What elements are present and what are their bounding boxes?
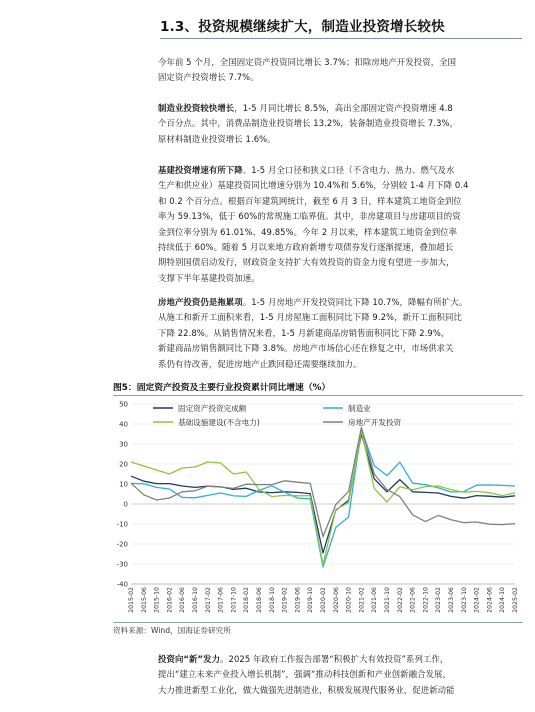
x-tick-label: 2016-02 xyxy=(166,587,174,613)
para-line: 房地产投资仍是拖累项。1-5 月房地产开发投资同比下降 10.7%，降幅有所扩大。 xyxy=(158,297,468,307)
y-tick-label: 50 xyxy=(119,400,128,409)
para-line: 期特别国债启动发行，财政资金支持扩大有效投资的资金力度有望进一步加大， xyxy=(158,257,455,268)
x-tick-label: 2021-02 xyxy=(358,587,366,613)
legend-label: 制造业 xyxy=(348,403,371,413)
para-lead: 投资向“新”发力 xyxy=(158,654,221,664)
x-tick-label: 2024-06 xyxy=(486,587,494,613)
y-axis-labels xyxy=(117,400,128,588)
x-tick-label: 2018-02 xyxy=(243,587,251,613)
figure-title: 图5：固定资产投资及主要行业投资累计同比增速（%） xyxy=(113,383,331,393)
x-tick-label: 2017-10 xyxy=(230,587,238,613)
chart-series xyxy=(131,427,515,567)
y-tick-label: 40 xyxy=(119,420,128,429)
legend-label: 基础设施建设(不含电力) xyxy=(178,417,260,427)
para-line: 从施工和新开工面积来看，1-5 月房屋施工面积同比下降 9.2%，新开工面积同比 xyxy=(158,312,462,323)
para-line: 今年前 5 个月，全国固定资产投资同比增长 3.7%；扣除房地产开发投资，全国 xyxy=(158,57,457,67)
para-line: 下降 22.8%。从销售情况来看，1-5 月新建商品房销售面积同比下降 2.9%， xyxy=(158,327,450,338)
para-line: 制造业投资较快增长，1-5 月同比增长 8.5%，高出全部固定资产投资增速 4.8 xyxy=(158,103,453,113)
x-tick-label: 2025-02 xyxy=(512,587,519,613)
x-tick-label: 2021-06 xyxy=(371,587,379,613)
x-tick-label: 2020-02 xyxy=(320,587,327,613)
x-tick-label: 2017-02 xyxy=(204,587,212,613)
x-tick-label: 2019-06 xyxy=(294,587,302,613)
x-tick-label: 2015-06 xyxy=(140,587,148,613)
x-tick-label: 2022-10 xyxy=(422,587,430,613)
para-line: 支撑下半年基建投资加速。 xyxy=(158,272,260,283)
para-lead: 房地产投资仍是拖累项 xyxy=(158,297,243,307)
figure-divider xyxy=(113,395,523,396)
investment-growth-chart xyxy=(113,398,523,620)
y-tick-label: 30 xyxy=(119,440,128,449)
legend-label: 房地产开发投资 xyxy=(348,417,402,427)
para-line: 固定资产投资增长 7.7%。 xyxy=(158,72,259,83)
para-line: 系仍有待改善，促进房地产止跌回稳还需要继续加力。 xyxy=(158,358,362,369)
para-line: 和 0.2 个百分点。根据百年建筑网统计，截至 6 月 3 日，样本建筑工地资金到位 xyxy=(158,195,462,206)
paragraph-manufacturing xyxy=(158,101,522,147)
x-tick-label: 2021-10 xyxy=(384,587,391,613)
x-tick-label: 2020-06 xyxy=(332,587,340,613)
x-axis-labels xyxy=(128,587,519,613)
para-line: 个百分点。其中，消费品制造业投资增长 13.2%，装备制造业投资增长 7.3%， xyxy=(158,118,459,129)
chart-legend xyxy=(153,403,402,427)
y-tick-label: 10 xyxy=(119,480,128,489)
x-tick-label: 2019-02 xyxy=(281,587,289,613)
title-divider xyxy=(160,38,522,39)
x-tick-label: 2023-02 xyxy=(435,587,443,613)
paragraph-infrastructure xyxy=(158,163,522,286)
para-line: 率为 59.13%，低于 60%的常规施工临界值。其中，非房建项目与房建项目的资 xyxy=(158,211,461,222)
x-tick-label: 2020-10 xyxy=(345,587,353,613)
y-tick-label: 0 xyxy=(123,500,128,509)
y-tick-label: -20 xyxy=(116,540,128,549)
x-tick-label: 2016-10 xyxy=(192,587,199,613)
y-tick-label: 20 xyxy=(119,460,128,469)
y-tick-label: -30 xyxy=(116,560,128,569)
y-tick-label: -10 xyxy=(116,520,128,529)
paragraph-new-investment xyxy=(158,652,522,698)
para-line: 提出“建立未来产业投入增长机制”，强调“推动科技创新和产业创新融合发展， xyxy=(158,669,451,680)
para-line: 投资向“新”发力。2025 年政府工作报告部署“积极扩大有效投资”系列工作， xyxy=(158,654,449,664)
x-tick-label: 2017-06 xyxy=(217,587,225,613)
para-line: 生产和供应业）基建投资同比增速分别为 10.4%和 5.6%，分别较 1-4 月下降 0.4 xyxy=(158,180,469,191)
para-line: 金到位率分别为 61.01%、49.85%。今年 2 月以来，样本建筑工地资金到位率 xyxy=(158,226,458,237)
x-tick-label: 2015-02 xyxy=(128,587,135,613)
x-tick-label: 2023-10 xyxy=(460,587,468,613)
para-line: 新建商品房销售额同比下降 3.8%。房地产市场信心还在修复之中，市场供求关 xyxy=(158,343,454,354)
x-tick-label: 2018-06 xyxy=(256,587,263,613)
x-tick-label: 2024-02 xyxy=(473,587,481,613)
x-tick-label: 2024-10 xyxy=(499,587,507,613)
para-line: 持续低于 60%。随着 5 月以来地方政府新增专项债券发行逐渐提速，叠加超长 xyxy=(158,242,454,253)
x-tick-label: 2016-06 xyxy=(179,587,187,613)
source-divider xyxy=(113,622,523,623)
chart-gridlines xyxy=(131,404,515,584)
legend-label: 固定资产投资完成额 xyxy=(178,403,247,413)
paragraph-overview xyxy=(158,55,522,86)
x-tick-label: 2019-10 xyxy=(307,587,315,613)
series-line-1 xyxy=(131,429,515,567)
para-lead: 制造业投资较快增长 xyxy=(158,103,235,113)
para-line: 基建投资增速有所下降。1-5 月全口径和狭义口径（不含电力、热力、燃气及水 xyxy=(158,165,455,175)
figure-source: 资料来源：Wind，国海证券研究所 xyxy=(113,626,231,635)
section-title: 1.3、投资规模继续扩大，制造业投资增长较快 xyxy=(160,19,445,35)
x-tick-label: 2022-02 xyxy=(396,587,404,613)
paragraph-real-estate xyxy=(158,295,522,372)
para-lead: 基建投资增速有所下降 xyxy=(158,165,243,175)
x-tick-label: 2015-10 xyxy=(153,587,161,613)
x-tick-label: 2022-06 xyxy=(409,587,417,613)
y-tick-label: -40 xyxy=(116,580,128,589)
x-tick-label: 2018-10 xyxy=(268,587,276,613)
para-line: 大力推进新型工业化，做大做强先进制造业，积极发展现代服务业，促进新动能 xyxy=(158,684,455,695)
x-tick-label: 2023-06 xyxy=(448,587,455,613)
para-line: 原材料制造业投资增长 1.6%。 xyxy=(158,133,276,144)
